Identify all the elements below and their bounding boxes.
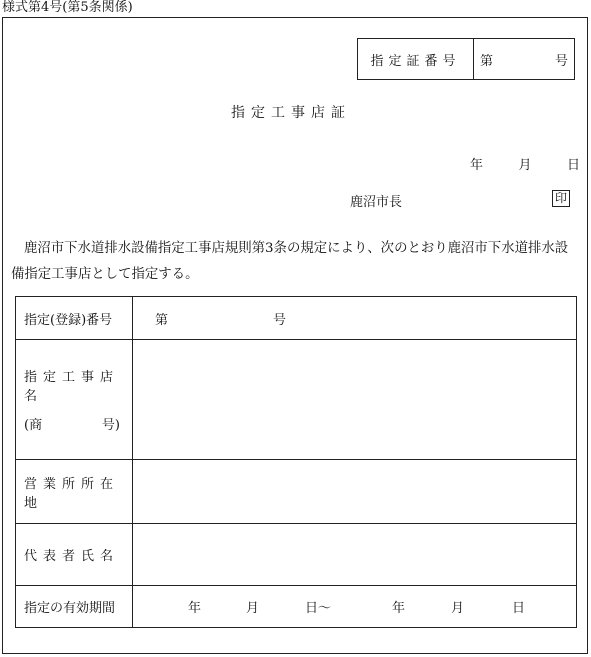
- period-start-day: 日〜: [305, 601, 332, 616]
- certificate-number-go: 号: [554, 53, 568, 69]
- certificate-number-label: 指定証番号: [358, 39, 474, 79]
- mayor-name: 鹿沼市長: [350, 195, 403, 210]
- table-row-office-address: [16, 460, 576, 524]
- certificate-number-dai: 第: [480, 53, 494, 69]
- table-row-validity-period: [16, 586, 576, 627]
- office-address-value: [133, 460, 576, 523]
- issue-date-month: 月: [518, 158, 532, 173]
- certificate-number-value: [474, 39, 574, 79]
- contractor-name-label-main: 指定工事店名: [24, 370, 120, 404]
- validity-period-label: 指定の有効期間: [16, 586, 133, 627]
- representative-value: [133, 524, 576, 585]
- registration-number-dai: 第: [155, 312, 169, 328]
- validity-period-value: [133, 586, 576, 627]
- table-row-representative: [16, 524, 576, 586]
- period-start-year: 年: [188, 601, 202, 616]
- designation-statement: 鹿沼市下水道排水設備指定工事店規則第3条の規定により、次のとおり鹿沼市下水道排水設備指定工事店として指定する。: [11, 241, 569, 282]
- registration-number-value: [133, 297, 576, 339]
- contractor-name-value: [133, 340, 576, 459]
- period-end-year: 年: [392, 601, 406, 616]
- trade-name-sublabel: [24, 414, 120, 433]
- designation-table: [15, 296, 577, 628]
- form-number-label: 様式第4号(第5条関係): [2, 0, 133, 15]
- issue-date-year: 年: [470, 158, 484, 173]
- certificate-number-box: [357, 38, 575, 80]
- certificate-title: 指定工事店証: [231, 105, 351, 121]
- period-end-month: 月: [451, 601, 465, 616]
- table-row-registration-number: [16, 297, 576, 340]
- issue-date-day: 日: [566, 158, 580, 173]
- table-row-contractor-name: [16, 340, 576, 460]
- seal-mark: 印: [552, 190, 570, 207]
- office-address-label: 営業所所在地: [16, 460, 133, 523]
- issue-date: [470, 154, 580, 173]
- contractor-name-label: [16, 340, 133, 459]
- period-start-month: 月: [246, 601, 260, 616]
- trade-name-open: (商: [24, 418, 43, 433]
- representative-label: 代表者氏名: [16, 524, 133, 585]
- registration-number-label: 指定(登録)番号: [16, 297, 133, 339]
- registration-number-go: 号: [273, 312, 287, 328]
- trade-name-close: 号): [101, 418, 120, 433]
- period-end-day: 日: [512, 601, 526, 616]
